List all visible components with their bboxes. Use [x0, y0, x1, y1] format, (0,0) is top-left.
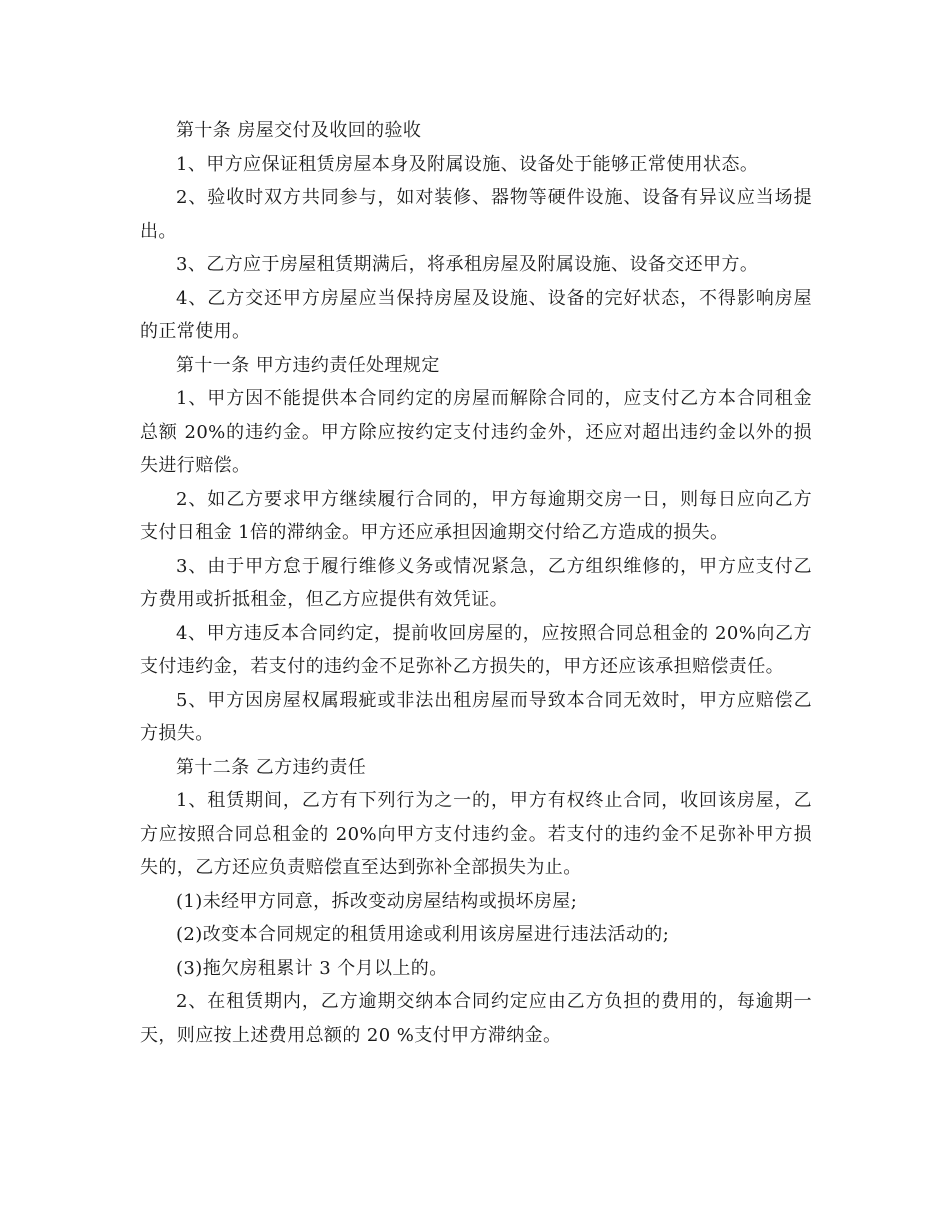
article-10-clause-3: 3、乙方应于房屋租赁期满后，将承租房屋及附属设施、设备交还甲方。	[176, 254, 759, 275]
article-10-clause-4: 4、乙方交还甲方房屋应当保持房屋及设施、设备的完好状态，不得影响房屋的正常使用。	[140, 287, 812, 342]
article-11-clause-3: 3、由于甲方怠于履行维修义务或情况紧急，乙方组织维修的，甲方应支付乙方费用或折抵租金，但乙方应提供有效凭证。	[140, 555, 812, 610]
article-11-clause-5: 5、甲方因房屋权属瑕疵或非法出租房屋而导致本合同无效时，甲方应赔偿乙方损失。	[140, 689, 812, 744]
article-11-clause-1: 1、甲方因不能提供本合同约定的房屋而解除合同的，应支付乙方本合同租金总额 20%的违约金。甲方除应按约定支付违约金外，还应对超出违约金以外的损失进行赔偿。	[140, 388, 812, 476]
article-11-clause-2: 2、如乙方要求甲方继续履行合同的，甲方每逾期交房一日，则每日应向乙方支付日租金 1倍的滞纳金。甲方还应承担因逾期交付给乙方造成的损失。	[140, 488, 812, 543]
article-12-heading: 第十二条 乙方违约责任	[176, 756, 367, 778]
article-12-item-3: (3)拖欠房租累计 3 个月以上的。	[176, 957, 448, 979]
article-11-clause-4: 4、甲方违反本合同约定，提前收回房屋的，应按照合同总租金的 20%向乙方支付违约金，若支付的违约金不足弥补乙方损失的，甲方还应该承担赔偿责任。	[140, 622, 812, 677]
article-11-heading: 第十一条 甲方违约责任处理规定	[176, 354, 440, 376]
article-12-item-1: (1)未经甲方同意，拆改变动房屋结构或损坏房屋;	[176, 890, 578, 912]
article-12-clause-1: 1、租赁期间，乙方有下列行为之一的，甲方有权终止合同，收回该房屋，乙方应按照合同总租金的 20%向甲方支付违约金。若支付的违约金不足弥补甲方损失的，乙方还应负责赔偿直至达到弥补全部损失为止。	[140, 790, 812, 878]
article-10-clause-2: 2、验收时双方共同参与，如对装修、器物等硬件设施、设备有异议应当场提出。	[140, 187, 812, 242]
document-body	[140, 114, 812, 1052]
article-10-clause-1: 1、甲方应保证租赁房屋本身及附属设施、设备处于能够正常使用状态。	[176, 153, 759, 175]
article-12-item-2: (2)改变本合同规定的租赁用途或利用该房屋进行违法活动的;	[176, 924, 670, 945]
article-10-heading: 第十条 房屋交付及收回的验收	[176, 120, 422, 141]
article-12-clause-2: 2、在租赁期内，乙方逾期交纳本合同约定应由乙方负担的费用的，每逾期一天，则应按上述费用总额的 20 %支付甲方滞纳金。	[140, 991, 812, 1046]
